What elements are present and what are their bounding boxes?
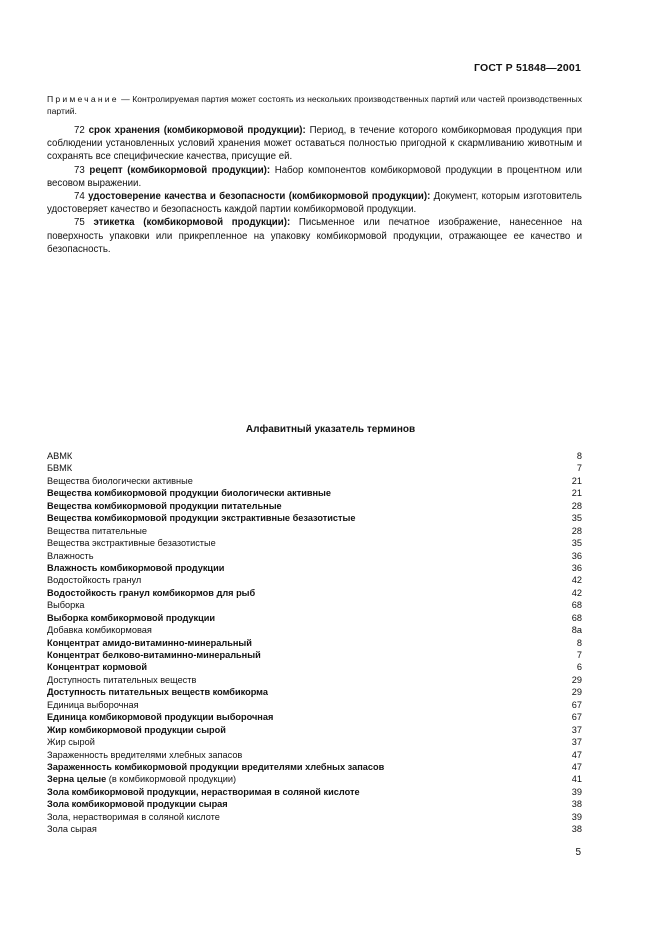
index-entry bbox=[47, 450, 582, 462]
index-entry-term bbox=[47, 462, 72, 474]
index-entry-number: 29 bbox=[571, 687, 582, 698]
index-entry bbox=[47, 686, 582, 698]
index-entry-number: 28 bbox=[571, 500, 582, 511]
index-entry-number: 37 bbox=[571, 737, 582, 748]
index-title: Алфавитный указатель терминов bbox=[245, 424, 416, 435]
index-term-text: Концентрат кормовой bbox=[47, 662, 148, 673]
index-term-text: Зараженность вредителями хлебных запасов bbox=[47, 749, 243, 760]
index-term-text: Зола, нерастворимая в соляной кислоте bbox=[47, 811, 220, 822]
index-entry-number: 35 bbox=[571, 513, 582, 524]
index-term-text: Зола сырая bbox=[47, 824, 97, 835]
index-entry bbox=[47, 475, 582, 487]
index-entry-number: 67 bbox=[571, 712, 582, 723]
index-entry-number: 21 bbox=[571, 488, 582, 499]
index-entry bbox=[47, 649, 582, 661]
index-term-text: БВМК bbox=[47, 463, 73, 474]
index-entry-number: 7 bbox=[576, 650, 582, 660]
index-entry bbox=[47, 537, 582, 549]
index-entry-term bbox=[47, 686, 268, 698]
definition-74 bbox=[47, 190, 582, 216]
index-entry-number: 8 bbox=[576, 637, 582, 648]
index-entry-term bbox=[47, 736, 95, 748]
index-term-text: Вещества комбикормовой продукции биологически активные bbox=[47, 488, 332, 499]
index-entry bbox=[47, 811, 582, 823]
index-entry-term bbox=[47, 487, 331, 499]
index-term-text: Водостойкость гранул bbox=[47, 575, 142, 586]
definition-72 bbox=[47, 124, 582, 164]
index-entry bbox=[47, 525, 582, 537]
index-entry-number: 38 bbox=[571, 824, 582, 835]
index-entry bbox=[47, 587, 582, 599]
definition-number: 73 bbox=[74, 164, 85, 176]
index-entry-term bbox=[47, 798, 228, 810]
index-term-text: Доступность питательных веществ bbox=[47, 674, 197, 685]
index-entry-term bbox=[47, 637, 252, 649]
index-entry-term bbox=[47, 550, 94, 562]
index-term-suffix: (в комбикормовой продукции) bbox=[106, 774, 237, 785]
definition-number: 74 bbox=[74, 191, 85, 203]
index-entry-number: 39 bbox=[571, 786, 582, 797]
index-entry-term bbox=[47, 786, 360, 798]
index-entry-term bbox=[47, 811, 220, 823]
standard-header: ГОСТ Р 51848—2001 bbox=[473, 62, 581, 74]
index-term-text: Концентрат амидо-витаминно-минеральный bbox=[47, 637, 252, 648]
index-entry-term bbox=[47, 525, 147, 537]
index-term-text: Зола комбикормовой продукции сырая bbox=[47, 799, 228, 810]
definition-text: Документ, которым изготовитель удостоверяет качество и безопасность каждой партии комбикормовой продукции. bbox=[47, 191, 582, 216]
note-paragraph bbox=[47, 93, 582, 117]
index-entry bbox=[47, 661, 582, 673]
index-entry bbox=[47, 487, 582, 499]
note-text: — Контролируемая партия может состоять из нескольких производственных партий или частей производственных партий. bbox=[47, 94, 582, 116]
index-entry bbox=[47, 736, 582, 748]
index-term-text: Вещества комбикормовой продукции экстрактивные безазотистые bbox=[47, 513, 356, 524]
index-entry-term bbox=[47, 612, 215, 624]
index-entry-term bbox=[47, 711, 273, 723]
index-term-text: Вещества комбикормовой продукции питательные bbox=[47, 500, 282, 511]
definition-term: этикетка (комбикормовой продукции): bbox=[93, 217, 291, 229]
index-entry-number: 68 bbox=[571, 600, 582, 611]
index-entry bbox=[47, 624, 582, 636]
index-entry-term bbox=[47, 512, 355, 524]
index-entry-number: 42 bbox=[571, 575, 582, 586]
index-entry bbox=[47, 674, 582, 686]
index-term-text: Добавка комбикормовая bbox=[47, 625, 152, 636]
index-entry bbox=[47, 761, 582, 773]
index-entry-number: 7 bbox=[576, 463, 582, 474]
index-entry-number: 6 bbox=[576, 662, 582, 673]
index-entry-number: 36 bbox=[571, 562, 582, 573]
index-entry-number: 37 bbox=[571, 724, 582, 735]
index-entry-term bbox=[47, 599, 85, 611]
index-entry bbox=[47, 462, 582, 474]
index-term-text: Выборка комбикормовой продукции bbox=[47, 612, 216, 623]
index-entry-number: 21 bbox=[571, 475, 582, 486]
index-term-text: Жир сырой bbox=[47, 737, 95, 748]
definition-text: Период, в течение которого комбикормовая продукция при соблюдении установленных условий хранения может оставаться полностью пригодной к скармливанию животным и сохранять все специфические качества, присущие ей. bbox=[47, 125, 582, 163]
index-entry-term bbox=[47, 475, 193, 487]
term-index bbox=[47, 450, 582, 836]
index-entry-term bbox=[47, 749, 242, 761]
definition-term: рецепт (комбикормовой продукции): bbox=[89, 164, 271, 176]
index-term-text: Единица комбикормовой продукции выборочная bbox=[47, 712, 274, 723]
definition-number: 72 bbox=[74, 125, 85, 136]
index-entry-term bbox=[47, 537, 216, 549]
index-term-text: Вещества биологически активные bbox=[47, 475, 193, 486]
index-entry-number: 38 bbox=[571, 799, 582, 810]
index-entry-number: 68 bbox=[571, 612, 582, 623]
index-term-text: АВМК bbox=[47, 451, 73, 461]
index-entry-number: 67 bbox=[571, 699, 582, 710]
index-entry bbox=[47, 823, 582, 835]
definition-73 bbox=[47, 164, 582, 190]
index-entry-number: 35 bbox=[571, 538, 582, 549]
index-entry-term bbox=[47, 699, 139, 711]
index-term-text: Вещества экстрактивные безазотистые bbox=[47, 538, 216, 549]
index-term-text: Доступность питательных веществ комбикорма bbox=[47, 687, 268, 698]
index-entry-number: 41 bbox=[571, 774, 582, 785]
index-entry-number: 28 bbox=[571, 525, 582, 536]
index-term-text: Единица выборочная bbox=[47, 699, 139, 710]
index-term-text: Выборка bbox=[47, 600, 85, 611]
index-entry-term bbox=[47, 450, 72, 462]
index-entry-term bbox=[47, 724, 226, 736]
index-entry bbox=[47, 500, 582, 512]
index-entry bbox=[47, 724, 582, 736]
index-entry bbox=[47, 786, 582, 798]
index-entry-term bbox=[47, 587, 255, 599]
index-entry bbox=[47, 512, 582, 524]
index-entry-term bbox=[47, 649, 261, 661]
index-entry-term bbox=[47, 624, 152, 636]
definitions-block bbox=[47, 124, 582, 256]
index-term-text: Зерна целые bbox=[47, 774, 107, 785]
index-term-text: Зараженность комбикормовой продукции вредителями хлебных запасов bbox=[47, 761, 385, 772]
index-entry-term bbox=[47, 500, 282, 512]
definition-term: удостоверение качества и безопасности (комбикормовой продукции): bbox=[88, 191, 431, 203]
index-entry-term bbox=[47, 823, 97, 835]
index-entry-term bbox=[47, 674, 196, 686]
page-number: 5 bbox=[575, 847, 581, 858]
index-entry-term bbox=[47, 661, 147, 673]
index-entry-number: 47 bbox=[571, 761, 582, 772]
index-entry bbox=[47, 749, 582, 761]
index-entry bbox=[47, 574, 582, 586]
index-entry-number: 36 bbox=[571, 550, 582, 561]
index-term-text: Влажность комбикормовой продукции bbox=[47, 562, 225, 573]
index-term-text: Вещества питательные bbox=[47, 525, 148, 536]
index-entry-number: 39 bbox=[571, 811, 582, 822]
index-entry-term bbox=[47, 761, 384, 773]
definition-number: 75 bbox=[74, 217, 85, 229]
index-entry-number: 8 bbox=[576, 451, 582, 461]
index-entry bbox=[47, 773, 582, 785]
index-term-text: Зола комбикормовой продукции, нерастворимая в соляной кислоте bbox=[47, 786, 360, 797]
definition-75 bbox=[47, 216, 582, 256]
index-entry bbox=[47, 612, 582, 624]
definition-text: Письменное или печатное изображение, нанесенное на поверхность упаковки или прикрепленное на упаковку комбикормовой продукции, отражающее ее качество и безопасность. bbox=[47, 217, 582, 255]
index-entry-term bbox=[47, 562, 224, 574]
index-entry bbox=[47, 699, 582, 711]
index-entry-term bbox=[47, 574, 141, 586]
index-entry-number: 47 bbox=[571, 749, 582, 760]
index-entry-term bbox=[47, 773, 236, 785]
index-term-text: Водостойкость гранул комбикормов для рыб bbox=[47, 587, 256, 598]
index-term-text: Влажность bbox=[47, 550, 94, 561]
index-entry bbox=[47, 711, 582, 723]
index-entry bbox=[47, 562, 582, 574]
index-entry bbox=[47, 798, 582, 810]
index-term-text: Концентрат белково-витаминно-минеральный bbox=[47, 650, 261, 660]
index-term-text: Жир комбикормовой продукции сырой bbox=[47, 724, 226, 735]
index-entry bbox=[47, 637, 582, 649]
index-entry bbox=[47, 599, 582, 611]
index-entry-number: 8а bbox=[571, 625, 582, 636]
definition-text: Набор компонентов комбикормовой продукции в процентном или весовом выражении. bbox=[47, 164, 582, 189]
index-entry-number: 42 bbox=[571, 587, 582, 598]
note-label: Примечание bbox=[47, 94, 119, 104]
index-entry bbox=[47, 550, 582, 562]
index-entry-number: 29 bbox=[571, 674, 582, 685]
definition-term: срок хранения (комбикормовой продукции): bbox=[88, 125, 306, 136]
